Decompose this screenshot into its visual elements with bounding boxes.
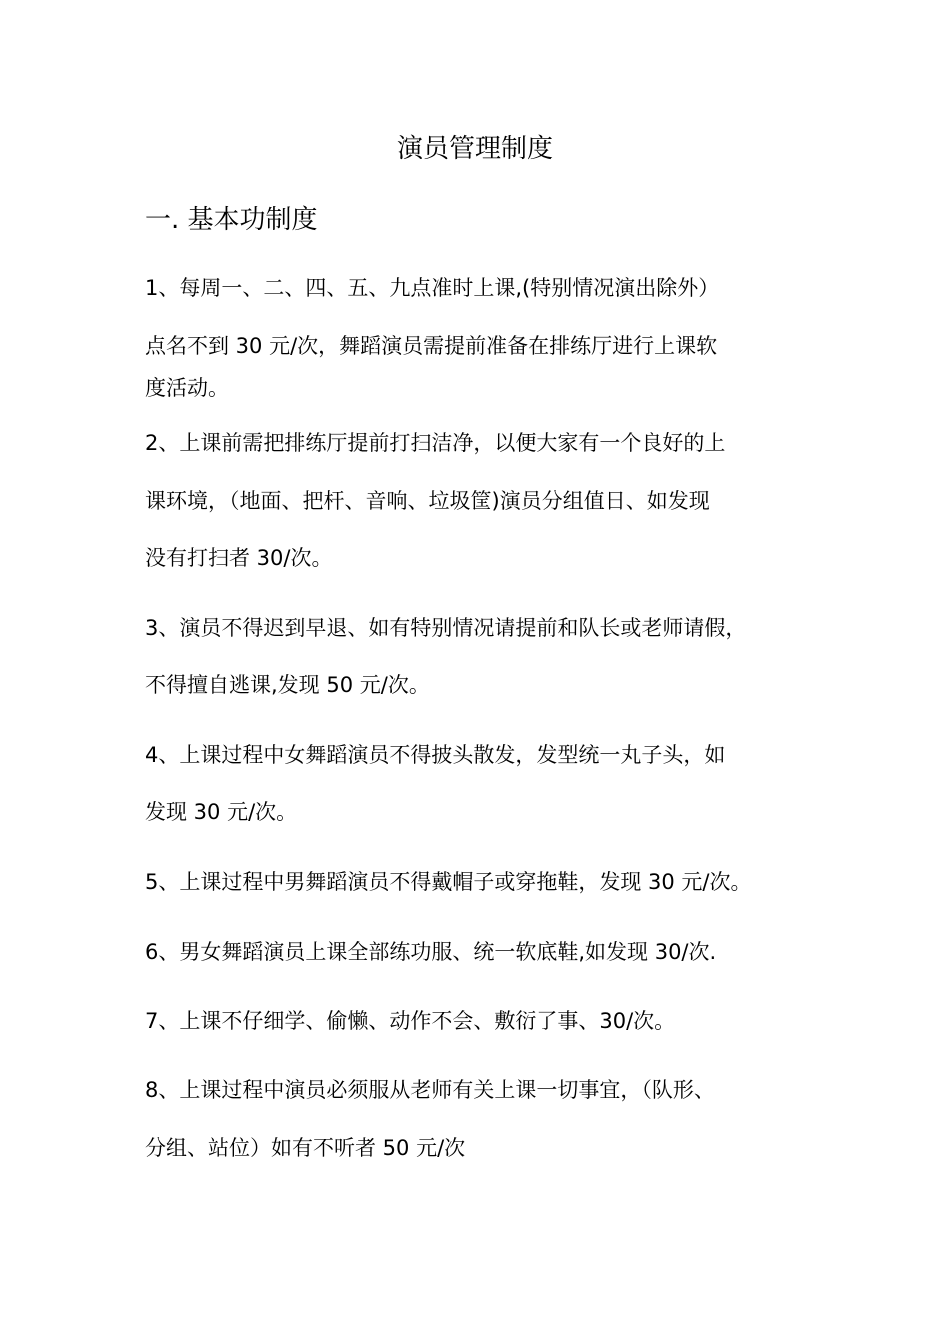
rule-line: 7、上课不仔细学、偷懒、动作不会、敷衍了事、30/次。 xyxy=(145,1009,676,1033)
rule-line: 1、每周一、二、四、五、九点准时上课,(特别情况演出除外） xyxy=(145,276,720,300)
document-title: 演员管理制度 xyxy=(396,134,553,164)
rule-line: 课环境，（地面、把杆、音响、垃圾筐)演员分组值日、如发现 xyxy=(145,489,710,513)
rule-line: 分组、站位）如有不听者 50 元/次 xyxy=(145,1136,466,1160)
section-heading: 一. 基本功制度 xyxy=(145,205,318,235)
rule-line: 2、上课前需把排练厅提前打扫洁净，以便大家有一个良好的上 xyxy=(145,431,726,455)
rule-line: 4、上课过程中女舞蹈演员不得披头散发，发型统一丸子头，如 xyxy=(145,743,726,767)
rule-line: 没有打扫者 30/次。 xyxy=(145,546,333,570)
rule-line: 发现 30 元/次。 xyxy=(145,800,298,824)
rule-line: 6、男女舞蹈演员上课全部练功服、统一软底鞋,如发现 30/次. xyxy=(145,940,717,964)
rule-line: 不得擅自逃课,发现 50 元/次。 xyxy=(145,673,430,697)
rule-line: 3、演员不得迟到早退、如有特别情况请提前和队长或老师请假， xyxy=(145,616,747,640)
rule-line: 5、上课过程中男舞蹈演员不得戴帽子或穿拖鞋，发现 30 元/次。 xyxy=(145,870,752,894)
rule-line: 点名不到 30 元/次，舞蹈演员需提前准备在排练厅进行上课软 xyxy=(145,334,718,358)
rule-line: 度活动。 xyxy=(145,376,229,400)
rule-line: 8、上课过程中演员必须服从老师有关上课一切事宜，（队形、 xyxy=(145,1078,715,1102)
